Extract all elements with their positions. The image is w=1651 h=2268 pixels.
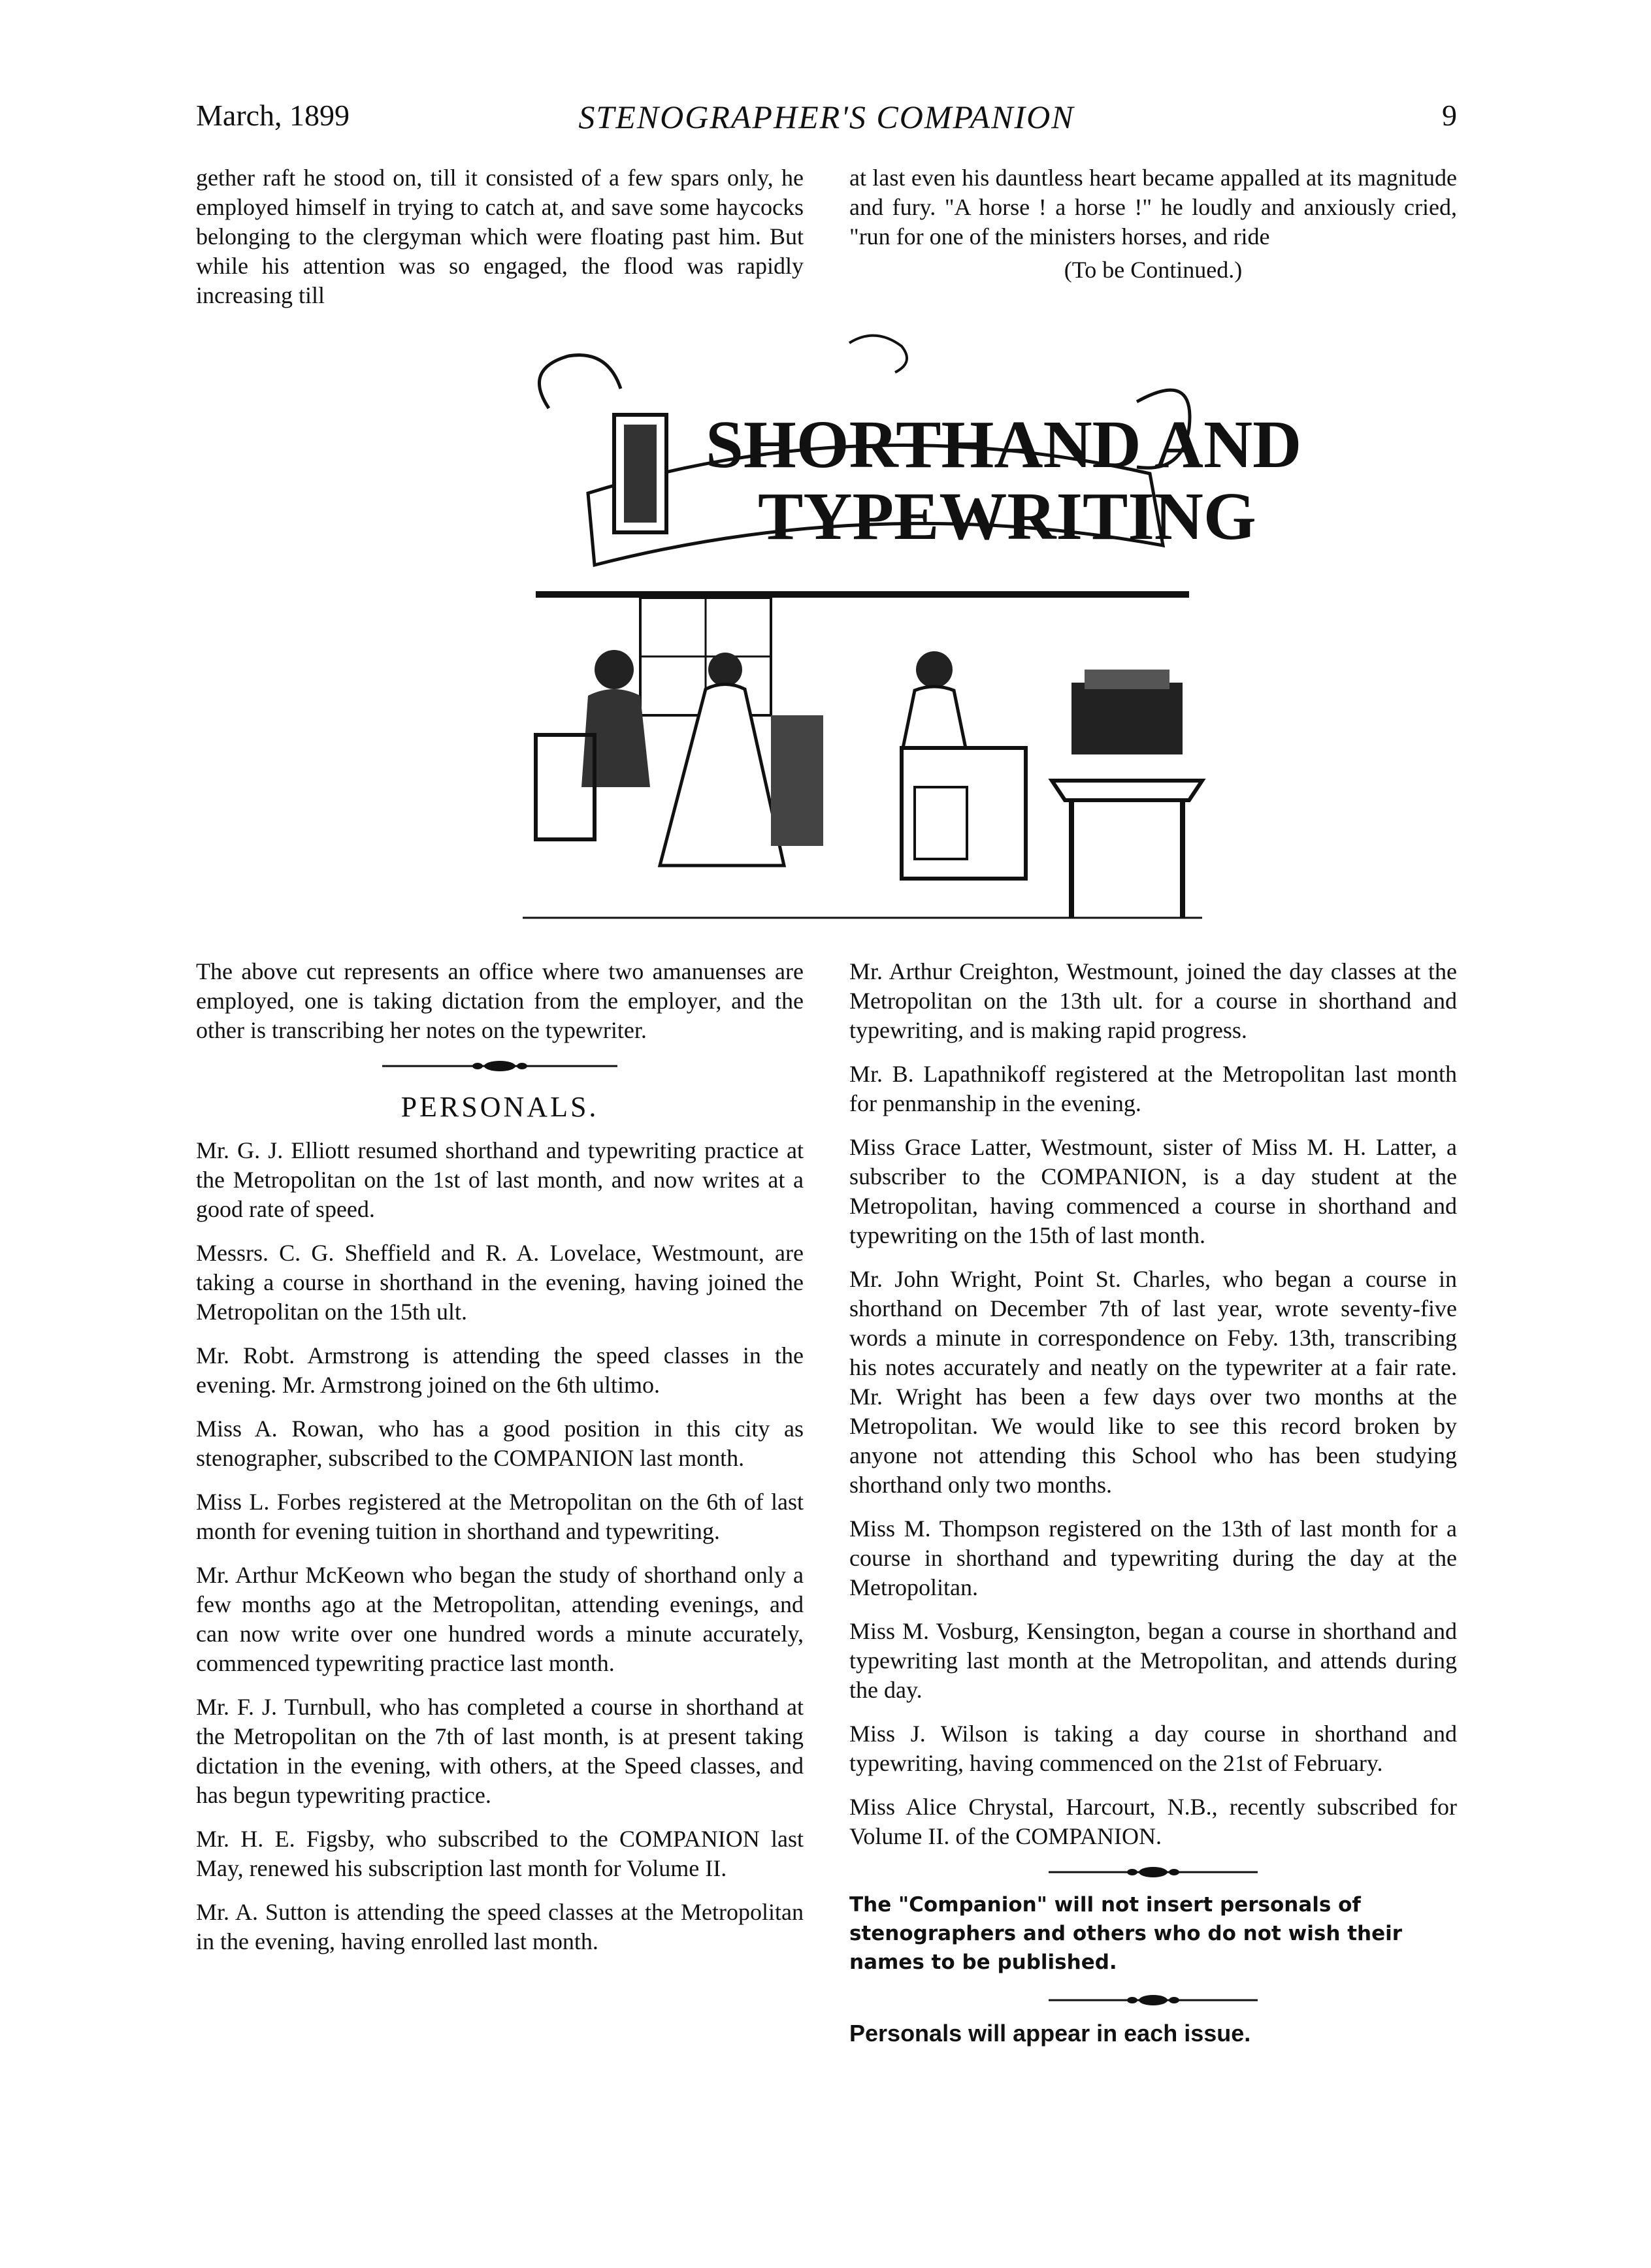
to-be-continued: (To be Continued.) [1064,257,1243,283]
cabinet [771,715,823,846]
personal-item: Miss L. Forbes registered at the Metropolitan on the 6th of last month for evening tuition in shorthand and typewriting. [196,1489,804,1544]
story-continuation-left [196,163,804,325]
ornamental-divider [382,1060,617,1073]
personal-item: Mr. Arthur Creighton, Westmount, joined the day classes at the Metropolitan on the 13th ult. for a course in shorthand and typewriting, and is making rapid progress. [849,958,1457,1043]
personal-item: Miss Grace Latter, Westmount, sister of Miss M. H. Latter, a subscriber to the COMPANION, is a day student at the Metropolitan, having commenced a course in shorthand and typewriting on the 15th of last month. [849,1134,1457,1248]
left-column [196,957,804,1971]
personal-item: Mr. B. Lapathnikoff registered at the Metropolitan last month for penmanship in the evening. [849,1061,1457,1116]
personal-item: Mr. G. J. Elliott resumed shorthand and typewriting practice at the Metropolitan on the 1st of last month, and now writes at a good rate of speed. [196,1137,804,1222]
stenographer-head [708,653,742,687]
shorthand-typewriting-illustration [510,330,1302,931]
illustration-caption: The above cut represents an office where two amanuenses are employed, one is taking dictation from the employer, and the other is transcribing her notes on the typewriter. [196,958,804,1043]
personal-item: Miss M. Thompson registered on the 13th of last month for a course in shorthand and typewriting during the day at the Metropolitan. [849,1515,1457,1600]
personal-item: Mr. H. E. Figsby, who subscribed to the COMPANION last May, renewed his subscription last month for Volume II. [196,1826,804,1881]
typist-head [916,651,953,688]
personals-notice: The "Companion" will not insert personals of stenographers and others who do not wish their names to be published. [849,1893,1403,1974]
personal-item: Mr. John Wright, Point St. Charles, who began a course in shorthand on December 7th of last year, wrote seventy-five words a minute in correspondence on Feby. 13th, transcribing his notes accurately and neatly on the typewriter at a fair rate. Mr. Wright has been a few days over two months at the Metropolitan. We would like to see this record broken by anyone not attending this School who has been studying shorthand only two months. [849,1266,1457,1498]
story-continuation-right [849,163,1457,285]
personal-item: Mr. Arthur McKeown who began the study of shorthand only a few months ago at the Metropolitan, attending evenings, and can now write over one hundred words a minute accurately, commenced typewriting practice last month. [196,1562,804,1676]
ornamental-divider [1049,1866,1258,1879]
personal-item: Miss M. Vosburg, Kensington, began a course in shorthand and typewriting last month at the Metropolitan, and attends during the day. [849,1618,1457,1703]
office-back-shelf [536,591,1189,598]
right-column [849,957,1457,2048]
page-header [196,98,1457,144]
typewriter-table [1052,781,1202,800]
personals-notice-2: Personals will appear in each issue. [849,2020,1251,2047]
ornamental-divider [1049,1994,1258,2007]
typewriter-icon [1071,683,1183,754]
story-paragraph: at last even his dauntless heart became appalled at its magnitude and fury. "A horse ! a horse !" he loudly and anxiously cried, "run for one of the ministers horses, and ride [849,165,1457,250]
personal-item: Mr. F. J. Turnbull, who has completed a course in shorthand at the Metropolitan on the 7th of last month, is at present taking dictation in the evening, with others, at the Speed classes, and has begun typewriting practice. [196,1694,804,1808]
wall-frame-image [624,425,657,523]
stenographer-dress [660,685,784,866]
employer-head [595,650,634,689]
scroll-ornament-left [539,355,621,408]
section-title: PERSONALS. [400,1091,599,1123]
banner-line-1: SHORTHAND AND [706,407,1302,482]
personal-item: Mr. A. Sutton is attending the speed classes at the Metropolitan in the evening, having enrolled last month. [196,1899,804,1954]
scroll-ornament-top [849,336,907,372]
personal-item: Messrs. C. G. Sheffield and R. A. Lovelace, Westmount, are taking a course in shorthand in the evening, having joined the Metropolitan on the 15th ult. [196,1240,804,1325]
issue-date: March, 1899 [196,99,350,132]
page-number: 9 [1442,99,1457,132]
story-paragraph: gether raft he stood on, till it consisted of a few spars only, he employed himself in trying to catch at, and save some haycocks belonging to the clergyman which were floating past him. But while his attention was so engaged, the flood was rapidly increasing till [196,165,804,308]
publication-title: STENOGRAPHER'S COMPANION [578,99,1075,135]
employer-body [581,689,650,787]
personal-item: Miss Alice Chrystal, Harcourt, N.B., recently subscribed for Volume II. of the COMPANION. [849,1794,1457,1849]
personal-item: Miss A. Rowan, who has a good position in this city as stenographer, subscribed to the COMPANION last month. [196,1416,804,1471]
personal-item: Mr. Robt. Armstrong is attending the speed classes in the evening. Mr. Armstrong joined on the 6th ultimo. [196,1342,804,1398]
typist-body [902,687,967,754]
banner-line-2: TYPEWRITING [758,479,1256,554]
personal-item: Miss J. Wilson is taking a day course in shorthand and typewriting, having commenced on the 21st of February. [849,1721,1457,1776]
